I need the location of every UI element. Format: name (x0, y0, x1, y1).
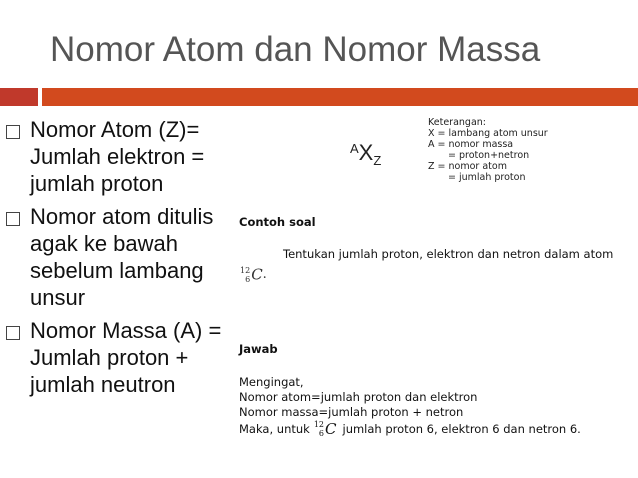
decorative-band-left (0, 88, 38, 106)
keterangan-line: A = nomor massa (428, 139, 514, 150)
keterangan-line: = jumlah proton (448, 172, 526, 183)
contoh-heading: Contoh soal (239, 215, 316, 229)
bullet-list (6, 116, 238, 404)
maka-prefix: Maka, untuk (239, 422, 310, 436)
contoh-question: Tentukan jumlah proton, elektron dan netron dalam atom (283, 247, 614, 261)
keterangan-line: X = lambang atom unsur (428, 128, 548, 139)
jawab-line: Mengingat, (239, 375, 304, 389)
keterangan-legend (428, 117, 548, 183)
bullet-item (6, 317, 238, 398)
notation-symbol: X (358, 140, 374, 165)
jawab-conclusion (239, 420, 581, 438)
bullet-text: Nomor atom ditulis agak ke bawah sebelum lambang unsur (30, 204, 214, 310)
atom-notation (350, 140, 381, 168)
jawab-lines (239, 375, 477, 420)
jawab-line: Nomor massa=jumlah proton + netron (239, 405, 464, 419)
bullet-text: Nomor Atom (Z)= Jumlah elektron = jumlah proton (30, 117, 205, 196)
slide-title: Nomor Atom dan Nomor Massa (50, 30, 541, 69)
maka-suffix: jumlah proton 6, elektron 6 dan netron 6. (342, 422, 581, 436)
isotope-number: 6 (245, 274, 251, 284)
bullet-box-icon (6, 212, 20, 226)
bullet-item (6, 116, 238, 197)
isotope-mass: 12 (240, 265, 251, 275)
jawab-heading: Jawab (239, 342, 278, 356)
maka-isotope (314, 420, 337, 438)
jawab-line: Nomor atom=jumlah proton dan elektron (239, 390, 478, 404)
notation-atomic-number: Z (373, 153, 382, 168)
bullet-box-icon (6, 125, 20, 139)
bullet-item (6, 203, 238, 311)
notation-mass-number: A (350, 141, 359, 156)
maka-isotope-number: 6 (318, 429, 325, 438)
maka-isotope-mass: 12 (313, 420, 325, 429)
maka-isotope-symbol: C (325, 420, 337, 438)
isotope-symbol: C (251, 265, 263, 284)
keterangan-heading: Keterangan: (428, 117, 486, 128)
bullet-box-icon (6, 326, 20, 340)
contoh-isotope (240, 264, 267, 284)
bullet-text: Nomor Massa (A) = Jumlah proton + jumlah neutron (30, 318, 222, 397)
keterangan-line: Z = nomor atom (428, 161, 507, 172)
decorative-band-right (42, 88, 638, 106)
isotope-suffix: . (262, 267, 267, 282)
keterangan-line: = proton+netron (448, 150, 530, 161)
